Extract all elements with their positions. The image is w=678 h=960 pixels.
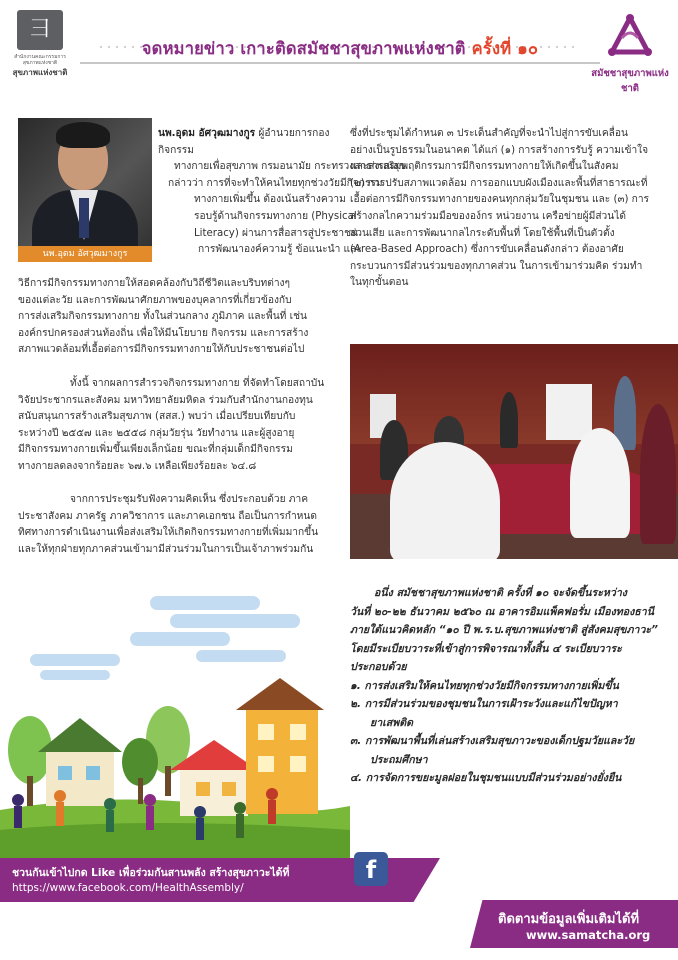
agenda-item-2: ๒. การมีส่วนร่วมของชุมชนในการเฝ้าระวังและแก้ไขปัญหา [350,698,618,710]
left-para1-top: นพ.อุดม อัศวุฒมางกูร ผู้อำนวยการกองกิจกรรม ทางกายเพื่อสุขภาพ กรมอนามัย กระทรวงสาธารณสุข กล่าวว่า การที่จะทำให้คนไทยทุกช่วงวัยมีกิจกรรม ทางกายเพิ่มขึ้น ต้องเน้นสร้างความ รอบรู้ด้านกิจกรรมทางกาย (Physical Literacy) ผ่านการสื่อสารสู่ประชาชน การพัฒนาองค์ความรู้ ข้อแนะนำ และ [158,128,407,256]
speaker-name: นพ.อุดม อัศวุฒมางกูร [158,128,256,139]
announcement [350,584,674,788]
header-divider [80,62,600,64]
community-illustration [0,590,350,860]
nhco-logo-caption: สุขภาพแห่งชาติ [12,68,68,77]
speaker-portrait [18,118,152,246]
agenda-item-1: ๑. การส่งเสริมให้คนไทยทุกช่วงวัยมีกิจกรรมทางกายเพิ่มขึ้น [350,679,619,692]
facebook-link[interactable]: https://www.facebook.com/HealthAssembly/ [12,882,244,894]
announcement-line4: โดยมีระเบียบวาระที่เข้าสู่การพิจารณาทั้งสิ้น ๔ ระเบียบวาระ [350,642,622,655]
cloud-icon [30,596,300,680]
nhco-mark-icon: ⺕ [17,10,63,50]
assembly-logo [590,14,670,94]
announcement-line3: ภายใต้แนวคิดหลัก “๑๐ ปี พ.ร.บ.สุขภาพแห่งชาติ สู่สังคมสุขภาวะ” [350,624,658,636]
announcement-line1: อนึ่ง สมัชชาสุขภาพแห่งชาติ ครั้งที่ ๑๐ จะจัดขึ้นระหว่าง [374,587,627,599]
announcement-line2: วันที่ ๒๐-๒๒ ธันวาคม ๒๕๖๐ ณ อาคารอิมแพ็คฟอรั่ม เมืองทองธานี [350,605,654,618]
newsletter-title [80,36,600,62]
facebook-invite-text: ชวนกันเข้าไปกด Like เพื่อร่วมกันสานพลัง สร้างสุขภาวะได้ที่ [12,867,290,879]
assembly-logo-caption: สมัชชาสุขภาพแห่งชาติ [591,68,669,94]
left-para2: ทั้งนี้ จากผลการสำรวจกิจกรรมทางกาย ที่จัดทำโดยสถาบัน วิจัยประชากรและสังคม มหาวิทยาลัยมหิดล ร่วมกับสำนักงานกองทุน สนับสนุนการสร้างเสริมสุขภาพ (สสส.) พบว่า เมื่อเปรียบเทียบกับ ระหว่างปี ๒๕๕๗ และ ๒๕๕๘ กลุ่มวัยรุ่น วัยทำงาน และผู้สูงอายุ มีกิจกรรมทางกายเพิ่มขึ้นเพียงเล็กน้อย ขณะที่กลุ่มเด็กมีกิจกรรม ทางกายลดลงจากร้อยละ ๖๗.๖ เหลือเพียงร้อยละ ๖๔.๘ [18,378,325,472]
agenda-item-3-cont: ประถมศึกษา [370,753,428,766]
assembly-hands-icon [602,14,658,60]
left-para3: จากการประชุมรับฟังความคิดเห็น ซึ่งประกอบด้วย ภาค ประชาสังคม ภาครัฐ ภาควิชาการ และภาคเอกชน ถือเป็นการกำหนด ทิศทางการดำเนินงานเพื่อส่งเสริมให้เกิดกิจกรรมทางกายที่เพิ่มมากขึ้น และให้ทุกฝ่ายทุกภาคส่วนเข้ามามีส่วนร่วมในการเป็นเจ้าภาพร่วมกัน [18,494,319,555]
right-para1: ซึ่งที่ประชุมได้กำหนด ๓ ประเด็นสำคัญที่จะนำไปสู่การขับเคลื่อน อย่างเป็นรูปธรรมในอนาคต ได้แก่ (๑) การสร้างการรับรู้ ความเข้าใจ และส่งเสริมพฤติกรรมการมีกิจกรรมทางกายให้เกิดขึ้นในสังคม (๒) การปรับสภาพแวดล้อม การออกแบบผังเมืองและพื้นที่สาธารณะที่ เอื้อต่อการมีกิจกรรมทางกายของคนทุกกลุ่มวัยในชุมชน และ (๓) การ สร้างกลไกความร่วมมือขององ์กร หน่วยงาน เครือข่ายผู้มีส่วนได้ ส่วนเสีย และการพัฒนากลไกระดับพื้นที่ โดยใช้พื้นที่เป็นตัวตั้ง (Area-Based Approach) ซึ่งการขับเคลื่อนดังกล่าว ต้องอาศัย กระบวนการมีส่วนร่วมของทุกภาคส่วน ในการเข้ามาร่วมคิด ร่วมทำ ในทุกขั้นตอน [350,128,650,289]
agenda-item-3: ๓. การพัฒนาพื้นที่เล่นสร้างเสริมสุขภาวะของเด็กปฐมวัยและวัย [350,735,635,747]
agenda-item-2-cont: ยาเสพติด [370,716,413,729]
meeting-photo [350,344,678,559]
nhco-logo-small-caption: สำนักงานคณะกรรมการสุขภาพแห่งชาติ [14,54,66,66]
newsletter-title-main: จดหมายข่าว เกาะติดสมัชชาสุขภาพแห่งชาติ [141,39,466,58]
website-more-info-text: ติดตามข้อมูลเพิ่มเติมได้ที่ [498,912,640,927]
website-link[interactable]: www.samatcha.org [526,928,651,942]
newsletter-title-accent: ครั้งที่ ๑๐ [471,39,539,58]
left-para1-bottom: วิธีการมีกิจกรรมทางกายให้สอดคล้องกับวิถีชีวิตและบริบทต่างๆ ของแต่ละวัย และการพัฒนาศักยภาพของบุคลากรที่เกี่ยวข้องกับ การส่งเสริมกิจกรรมทางกาย ทั้งในส่วนกลาง ภูมิภาค และพื้นที่ เช่น องค์กรปกครองส่วนท้องถิ่น เพื่อให้มีนโยบาย กิจกรรม และการสร้าง สภาพแวดล้อมที่เอื้อต่อการมีกิจกรรมทางกายให้กับประชาชนต่อไป [18,278,309,356]
agenda-item-4: ๔. การจัดการขยะมูลฝอยในชุมชนแบบมีส่วนร่วมอย่างยั่งยืน [350,772,622,784]
facebook-icon[interactable]: f [354,852,388,886]
nhco-logo [10,10,70,77]
portrait-caption: นพ.อุดม อัศวุฒมางกูร [18,246,152,262]
announcement-line5: ประกอบด้วย [350,661,407,673]
